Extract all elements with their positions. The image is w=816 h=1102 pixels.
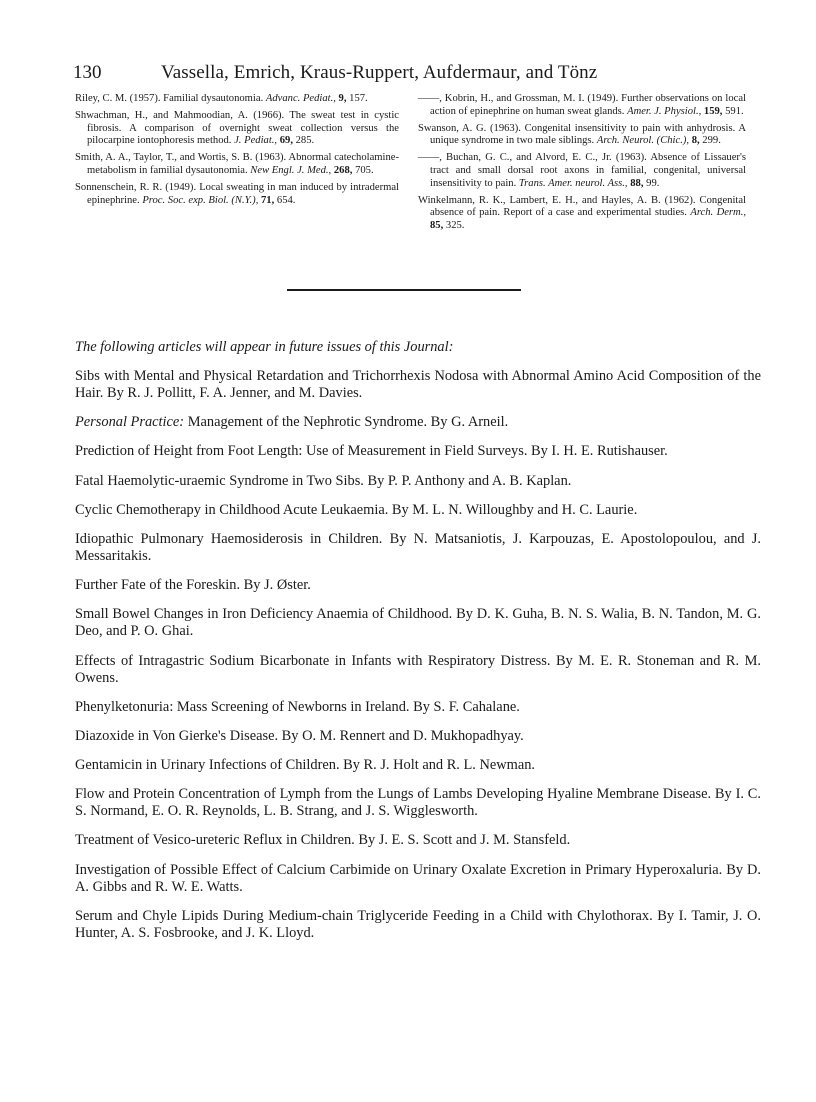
reference-entry: Sonnenschein, R. R. (1949). Local sweating in man induced by intradermal epinephrine. Proc. Soc. exp. Biol. (N.Y.), 71, 654. — [75, 182, 399, 206]
article-entry: Further Fate of the Foreskin. By J. Øster. — [75, 577, 311, 594]
references-left-column — [75, 93, 399, 212]
article-entry: Treatment of Vesico-ureteric Reflux in Children. By J. E. S. Scott and J. M. Stansfeld. — [75, 832, 571, 849]
article-entry: Flow and Protein Concentration of Lymph from the Lungs of Lambs Developing Hyaline Membrane Disease. By I. C. S. Normand, E. O. R. Reynolds, L. B. Strang, and J. S. Wigglesworth. — [75, 786, 761, 820]
reference-entry: Winkelmann, R. K., Lambert, E. H., and Hayles, A. B. (1962). Congenital absence of pain. Report of a case and experimental studies. Arch. Derm., 85, 325. — [418, 194, 746, 231]
future-articles-list — [75, 368, 761, 954]
article-entry: Small Bowel Changes in Iron Deficiency Anaemia of Childhood. By D. K. Guha, B. N. S. Walia, B. N. Tandon, M. G. Deo, and P. O. Ghai. — [75, 606, 761, 640]
reference-entry: Swanson, A. G. (1963). Congenital insensitivity to pain with anhydrosis. A unique syndrome in two male siblings. Arch. Neurol. (Chic.), 8, 299. — [418, 122, 746, 147]
article-entry: Diazoxide in Von Gierke's Disease. By O. M. Rennert and D. Mukhopadhyay. — [75, 727, 524, 744]
article-entry: Sibs with Mental and Physical Retardation and Trichorrhexis Nodosa with Abnormal Amino Acid Composition of the Hair. By R. J. Pollitt, F. A. Jenner, and M. Davies. — [75, 368, 761, 401]
article-entry: Prediction of Height from Foot Length: Use of Measurement in Field Surveys. By I. H. E. Rutishauser. — [75, 443, 668, 460]
reference-entry: ——, Kobrin, H., and Grossman, M. I. (1949). Further observations on local action of epinephrine on human sweat glands. Amer. J. Physiol., 159, 591. — [418, 93, 746, 117]
article-entry: Serum and Chyle Lipids During Medium-chain Triglyceride Feeding in a Child with Chylothorax. By I. Tamir, J. O. Hunter, A. S. Fosbrooke, and J. K. Lloyd. — [75, 907, 761, 941]
article-entry: Gentamicin in Urinary Infections of Children. By R. J. Holt and R. L. Newman. — [75, 757, 536, 774]
section-divider — [287, 289, 521, 291]
article-entry: Idiopathic Pulmonary Haemosiderosis in Children. By N. Matsaniotis, J. Karpouzas, E. Apostolopoulou, and J. Messaritakis. — [75, 530, 761, 564]
running-head: Vassella, Emrich, Kraus-Ruppert, Aufdermaur, and Tönz — [161, 62, 598, 83]
reference-entry: Smith, A. A., Taylor, T., and Wortis, S. B. (1963). Abnormal catecholamine-metabolism in familial dysautonomia. New Engl. J. Med., 268, 705. — [75, 152, 399, 176]
reference-entry: Riley, C. M. (1957). Familial dysautonomia. Advanc. Pediat., 9, 157. — [75, 93, 368, 104]
future-articles-heading: The following articles will appear in future issues of this Journal: — [75, 339, 454, 355]
article-entry: Personal Practice: Management of the Nephrotic Syndrome. By G. Arneil. — [75, 414, 509, 431]
article-entry: Fatal Haemolytic-uraemic Syndrome in Two Sibs. By P. P. Anthony and A. B. Kaplan. — [75, 472, 572, 489]
references-right-column — [418, 93, 746, 237]
article-entry: Effects of Intragastric Sodium Bicarbonate in Infants with Respiratory Distress. By M. E. R. Stoneman and R. M. Owens. — [75, 652, 761, 686]
article-entry: Phenylketonuria: Mass Screening of Newborns in Ireland. By S. F. Cahalane. — [75, 698, 520, 715]
reference-entry: Shwachman, H., and Mahmoodian, A. (1966). The sweat test in cystic fibrosis. A comparison of overnight sweat collection versus the pilocarpine iontophoresis method. J. Pediat., 69, 285. — [75, 110, 399, 147]
article-entry: Investigation of Possible Effect of Calcium Carbimide on Urinary Oxalate Excretion in Primary Hyperoxaluria. By D. A. Gibbs and R. W. E. Watts. — [75, 861, 761, 895]
page-header — [73, 62, 773, 88]
article-entry: Cyclic Chemotherapy in Childhood Acute Leukaemia. By M. L. N. Willoughby and H. C. Laurie. — [75, 501, 638, 518]
page-number: 130 — [73, 62, 102, 83]
reference-entry: ——, Buchan, G. C., and Alvord, E. C., Jr. (1963). Absence of Lissauer's tract and small dorsal root axons in familial, congenital, universal insensitivity to pain. Trans. Amer. neurol. Ass., 88, 99. — [418, 152, 746, 189]
